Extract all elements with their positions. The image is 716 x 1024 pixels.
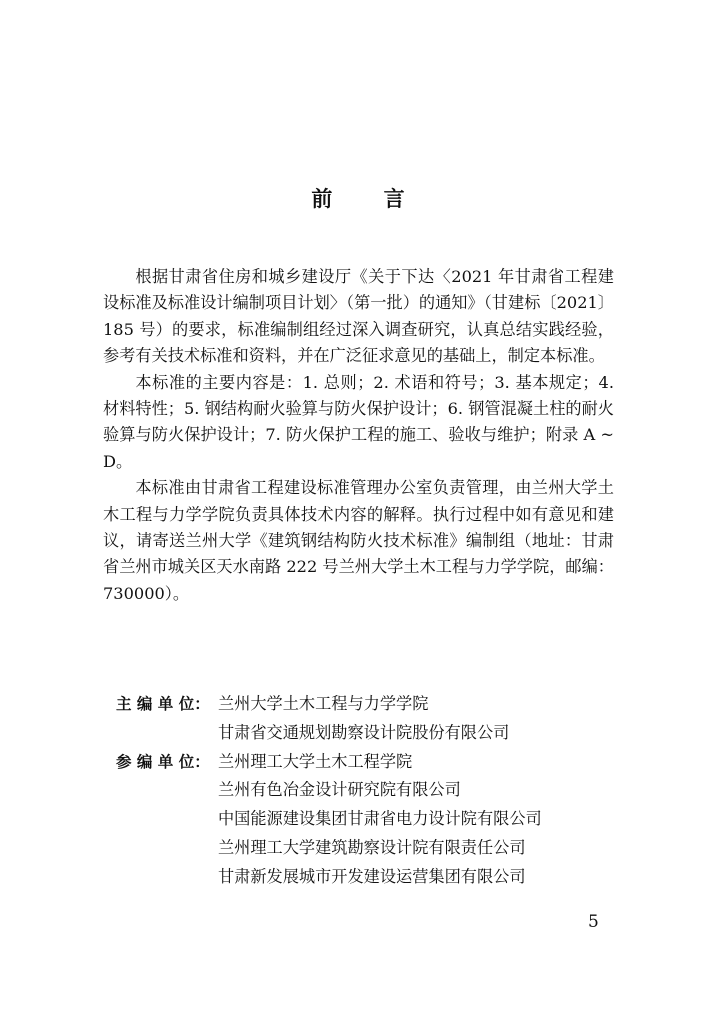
chief-units (116, 690, 542, 748)
paragraph-background: 根据甘肃省住房和城乡建设厅《关于下达〈2021 年甘肃省工程建设标准及标准设计编制项目计划〉（第一批）的通知》（甘建标〔2021〕185 号）的要求，标准编制组经过深入调查研究，认真总结实践经验，参考有关技术标准和资料，并在广泛征求意见的基础上，制定本标准。 (103, 267, 614, 366)
unit-item: 兰州理工大学土木工程学院 (218, 751, 413, 771)
unit-item: 中国能源建设集团甘肃省电力设计院有限公司 (218, 809, 542, 829)
unit-item: 兰州理工大学建筑勘察设计院有限责任公司 (218, 837, 526, 857)
participating-units-list (218, 748, 542, 892)
page-title: 前 言 (311, 187, 427, 211)
unit-item: 甘肃省交通规划勘察设计院股份有限公司 (218, 722, 510, 742)
unit-item: 甘肃新发展城市开发建设运营集团有限公司 (218, 866, 526, 886)
chief-units-list (218, 690, 509, 748)
preface-body (103, 264, 614, 607)
unit-item: 兰州有色冶金设计研究院有限公司 (218, 780, 461, 800)
paragraph-contents: 本标准的主要内容是：1. 总则；2. 术语和符号；3. 基本规定；4. 材料特性；5. 钢结构耐火验算与防火保护设计；6. 钢管混凝土柱的耐火验算与防火保护设计；7. 防火保护工程的施工、验收与维护；附录 A ~ D。 (103, 372, 614, 471)
unit-item: 兰州大学土木工程与力学学院 (218, 694, 429, 713)
units-section (116, 690, 542, 892)
page-number: 5 (588, 912, 599, 932)
participating-units (116, 748, 542, 892)
participating-units-label: 参 编 单 位： (116, 752, 210, 771)
chief-units-label: 主 编 单 位： (116, 695, 210, 713)
paragraph-management: 本标准由甘肃省工程建设标准管理办公室负责管理，由兰州大学土木工程与力学学院负责具体技术内容的解释。执行过程中如有意见和建议，请寄送兰州大学《建筑钢结构防火技术标准》编制组（地址：甘肃省兰州市城关区天水南路 222 号兰州大学土木工程与力学学院，邮编：730000）。 (103, 478, 614, 603)
